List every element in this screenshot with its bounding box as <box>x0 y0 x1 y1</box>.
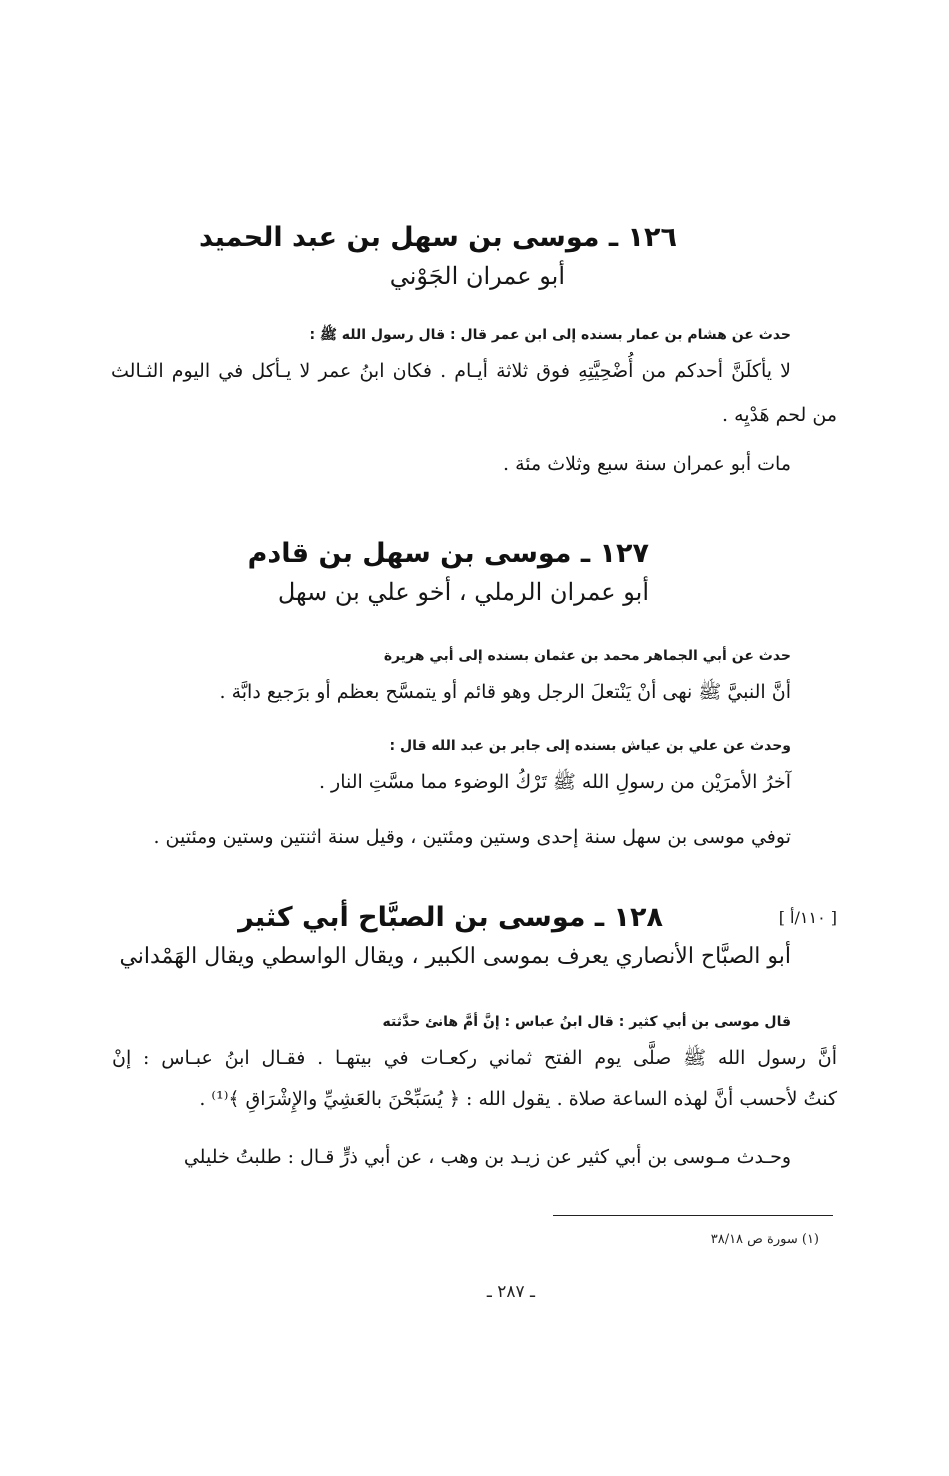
death-note-127: توفي موسى بن سهل سنة إحدى وستين ومئتين ، وقيل سنة اثنتين وستين ومئتين . <box>153 826 791 848</box>
entry-title-127: ١٢٧ ـ موسى بن سهل بن قادم <box>247 538 649 569</box>
entry-subtitle-127: أبو عمران الرملي ، أخو علي بن سهل <box>277 578 649 606</box>
entry-isnad-126: حدث عن هشام بن عمار بسنده إلى ابن عمر قال : قال رسول الله ﷺ : <box>309 327 791 343</box>
footnote: (١) سورة ص ٣٨/١٨ <box>710 1232 819 1247</box>
entry-isnad-128: قال موسى بن أبي كثير : قال ابنُ عباس : إنَّ أمَّ هانئ حدَّثته <box>382 1014 791 1030</box>
death-note-126: مات أبو عمران سنة سبع وثلاث مئة . <box>503 453 791 475</box>
entry-subtitle-126: أبو عمران الجَوْني <box>389 262 565 290</box>
entry-subtitle-128: أبو الصبَّاح الأنصاري يعرف بموسى الكبير ، ويقال الواسطي ويقال الهَمْداني <box>119 944 791 969</box>
entry-isnad-127-1: حدث عن أبي الجماهر محمد بن عثمان بسنده إلى أبي هريرة <box>383 648 791 664</box>
entry-title-128: ١٢٨ ـ موسى بن الصبَّاح أبي كثير <box>238 902 663 933</box>
entry-title-126: ١٢٦ ـ موسى بن سهل بن عبد الحميد <box>199 222 677 253</box>
footnote-divider <box>553 1215 833 1216</box>
page-number: ـ ٢٨٧ ـ <box>486 1282 535 1302</box>
hadith-line-126-2: من لحم هَدْيِه . <box>722 404 837 426</box>
hadith-127-2: آخرُ الأمرَيْن من رسولِ الله ﷺ تَرْكُ الوضوء مما مسَّتِ النار . <box>318 771 791 793</box>
folio-marker: [ ١١٠/أ ] <box>778 908 837 927</box>
entry-isnad-127-2: وحدث عن علي بن عياش بسنده إلى جابر بن عبد الله قال : <box>389 738 791 754</box>
hadith-127-1: أنَّ النبيَّ ﷺ نهى أنْ يَنْتعلَ الرجل وهو قائم أو يتمسَّح بعظم أو برَجيع دابَّة . <box>219 681 791 703</box>
hadith-line-128-2: كنتُ لأحسب أنَّ لهذه الساعة صلاة . يقول الله : ﴿ يُسَبِّحْنَ بالعَشِيِّ والإِشْرَاقِ ﴾⁽¹⁾ . <box>199 1088 837 1110</box>
continuation-line: وحـدث مـوسى بن أبي كثير عن زيـد بن وهب ، عن أبي ذرٍّ قـال : طلبتُ خليلي <box>183 1146 791 1168</box>
hadith-line-126-1: لا يأكلَنَّ أحدكم من أُضْحِيَّتِهِ فوق ثلاثة أيـام . فكان ابنُ عمر لا يـأكل في اليوم الثـالث <box>111 360 791 382</box>
hadith-line-128-1: أنَّ رسول الله ﷺ صلَّى يوم الفتح ثماني ركعـات في بيتهـا . فقـال ابنُ عبـاس : إنْ <box>112 1047 837 1069</box>
